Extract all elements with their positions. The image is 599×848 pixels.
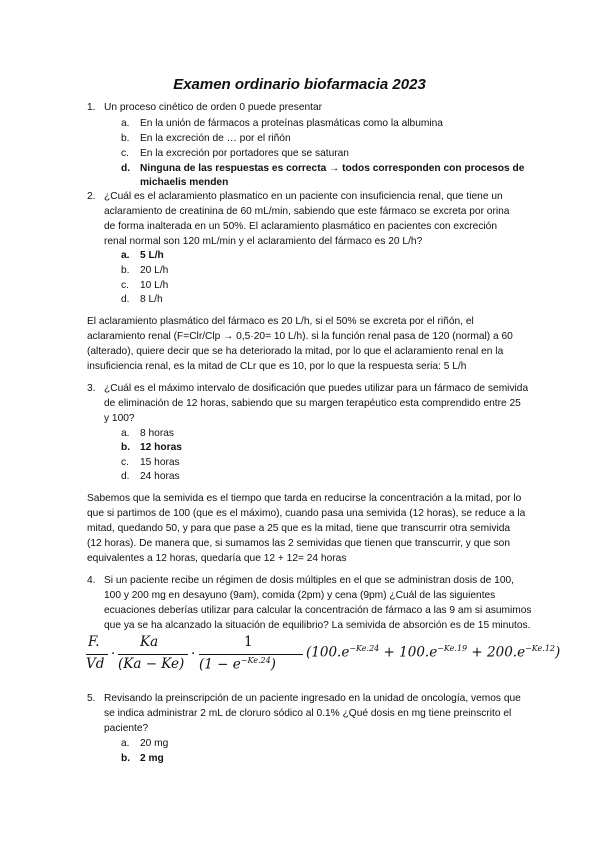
q2-option-letter: c. (121, 280, 129, 291)
equation (84, 632, 561, 676)
q1-option-letter: b. (121, 133, 130, 144)
q1-option-a: En la unión de fármacos a proteínas plasmáticas como la albumina (140, 118, 443, 129)
equation-one: 1 (244, 634, 253, 650)
equation-denominator: $(1 - e^{-Ke.24})$ (199, 656, 276, 673)
q2-text-line: renal normal son 120 mL/min y el aclaramiento del fármaco es 20 L/h? (104, 236, 423, 247)
multiply-dot: · (111, 646, 116, 662)
q5-text-line: paciente? (104, 723, 149, 734)
q1-number: 1. (87, 102, 96, 113)
explanation-line: Sabemos que la semivida es el tiempo que tarda en reducirse la concentración a la mitad, por lo (87, 493, 522, 504)
q2-text-line: ¿Cuál es el aclaramiento plasmatico en un paciente con insuficiencia renal, que tiene un (104, 191, 503, 202)
q1-option-b: En la excreción de … por el riñón (140, 133, 291, 144)
q5-text-line: Revisando la preinscripción de un paciente ingresado en la unidad de oncología, vemos que (104, 693, 521, 704)
q4-text-line: 100 y 200 mg en desayuno (9am), comida (2pm) y cena (9pm) ¿Cuál de las siguientes (104, 590, 496, 601)
q2-number: 2. (87, 191, 96, 202)
q2-option-letter: b. (121, 265, 130, 276)
q2-option-letter: d. (121, 294, 130, 305)
explanation-line: mitad, quedando 50, y para que pase a 25 que es la mitad, tiene que transcurrir otra semivida (87, 523, 511, 534)
q2-option-a: 5 L/h (140, 250, 164, 261)
q3-option-a: 8 horas (140, 428, 174, 439)
q1-option-letter: c. (121, 148, 129, 159)
q3-option-letter: c. (121, 457, 129, 468)
q1-option-d: Ninguna de las respuestas es correcta → todos corresponden con procesos de (140, 163, 525, 174)
q3-text-line: de eliminación de 12 horas, sabiendo que su margen terapéutico esta comprendido entre 25 (104, 398, 521, 409)
q5-option-b: 2 mg (140, 753, 164, 764)
q2-text-line: aclaramiento de creatinina de 60 mL/min, sabiendo que este fármaco se excreta por orina (104, 206, 510, 217)
equation-ka: Ka (140, 634, 159, 650)
fraction-bar (199, 654, 303, 655)
q3-option-letter: a. (121, 428, 130, 439)
multiply-dot: · (191, 646, 196, 662)
explanation-line: que si partimos de 100 (que es el máximo), cuando pasa una semivida (12 horas), se reduce a la (87, 508, 526, 519)
q2-text-line: de forma inalterada en un 50%. El aclaramiento plasmático en pacientes con excreción (104, 221, 498, 232)
q3-option-letter: b. (121, 442, 131, 453)
q4-text-line: Si un paciente recibe un régimen de dosis múltiples en el que se administran dosis de 100, (104, 575, 515, 586)
q3-option-c: 15 horas (140, 457, 180, 468)
q4-number: 4. (87, 575, 96, 586)
q5-number: 5. (87, 693, 96, 704)
q3-number: 3. (87, 383, 96, 394)
q2-option-letter: a. (121, 250, 130, 261)
explanation-line: (12 horas). De manera que, si sumamos las 2 semividas que tienen que transcurrir, y que son (87, 538, 510, 549)
q3-option-b: 12 horas (140, 442, 182, 453)
fraction-bar (86, 654, 108, 655)
equation-vd: Vd (86, 656, 105, 672)
q1-option-d-continued: michaelis menden (140, 177, 229, 188)
q3-option-letter: d. (121, 471, 130, 482)
q5-option-a: 20 mg (140, 738, 169, 749)
q1-option-letter: a. (121, 118, 130, 129)
page-title: Examen ordinario biofarmacia 2023 (173, 76, 426, 93)
q5-option-letter: a. (121, 738, 130, 749)
explanation-line: El aclaramiento plasmático del fármaco es 20 L/h, si el 50% se excreta por el riñón, el (87, 316, 474, 327)
q3-text-line: ¿Cuál es el máximo intervalo de dosificación que puedes utilizar para un fármaco de semivida (104, 383, 529, 394)
q2-option-b: 20 L/h (140, 265, 169, 276)
q1-text: Un proceso cinético de orden 0 puede presentar (104, 102, 323, 113)
q5-option-letter: b. (121, 753, 131, 764)
q2-option-d: 8 L/h (140, 294, 163, 305)
explanation-line: aclaramiento renal (F=Clr/Clp → 0,5·20= 10 L/h). si la función renal pasa de 120 (normal) a 60 (87, 331, 513, 342)
explanation-line: (alterado), quiere decir que se ha deteriorado la mitad, por lo que el aclaramiento renal en la (87, 346, 504, 357)
equation-sum: $(100.e^{-Ke.24} + 100.e^{-Ke.19} + 200.e^{-Ke.12})$ (306, 644, 561, 661)
q4-text-line: que ya se ha alcanzado la situación de equilibrio? La semivida de absorción es de 15 minutos. (104, 620, 531, 631)
explanation-line: insuficiencia renal, es la mitad de CLr que es 10, por lo que la respuesta seria: 5 L/h (87, 361, 467, 372)
q2-option-c: 10 L/h (140, 280, 169, 291)
fraction-bar (118, 654, 188, 655)
q1-option-c: En la excreción por portadores que se saturan (140, 148, 349, 159)
equation-ka-ke: (Ka − Ke) (118, 656, 185, 672)
q3-text-line: y 100? (104, 413, 135, 424)
explanation-line: equivalentes a 12 horas, quedaría que 12 + 12= 24 horas (87, 553, 347, 564)
q3-option-d: 24 horas (140, 471, 180, 482)
q4-text-line: ecuaciones deberías utilizar para calcular la concentración de fármaco a las 9 am si asumimos (104, 605, 532, 616)
q5-text-line: se indica administrar 2 mL de cloruro sódico al 0.1% ¿Qué dosis en mg tiene preinscrito el (104, 708, 512, 719)
equation-f: F. (88, 634, 100, 650)
q1-option-letter: d. (121, 163, 131, 174)
